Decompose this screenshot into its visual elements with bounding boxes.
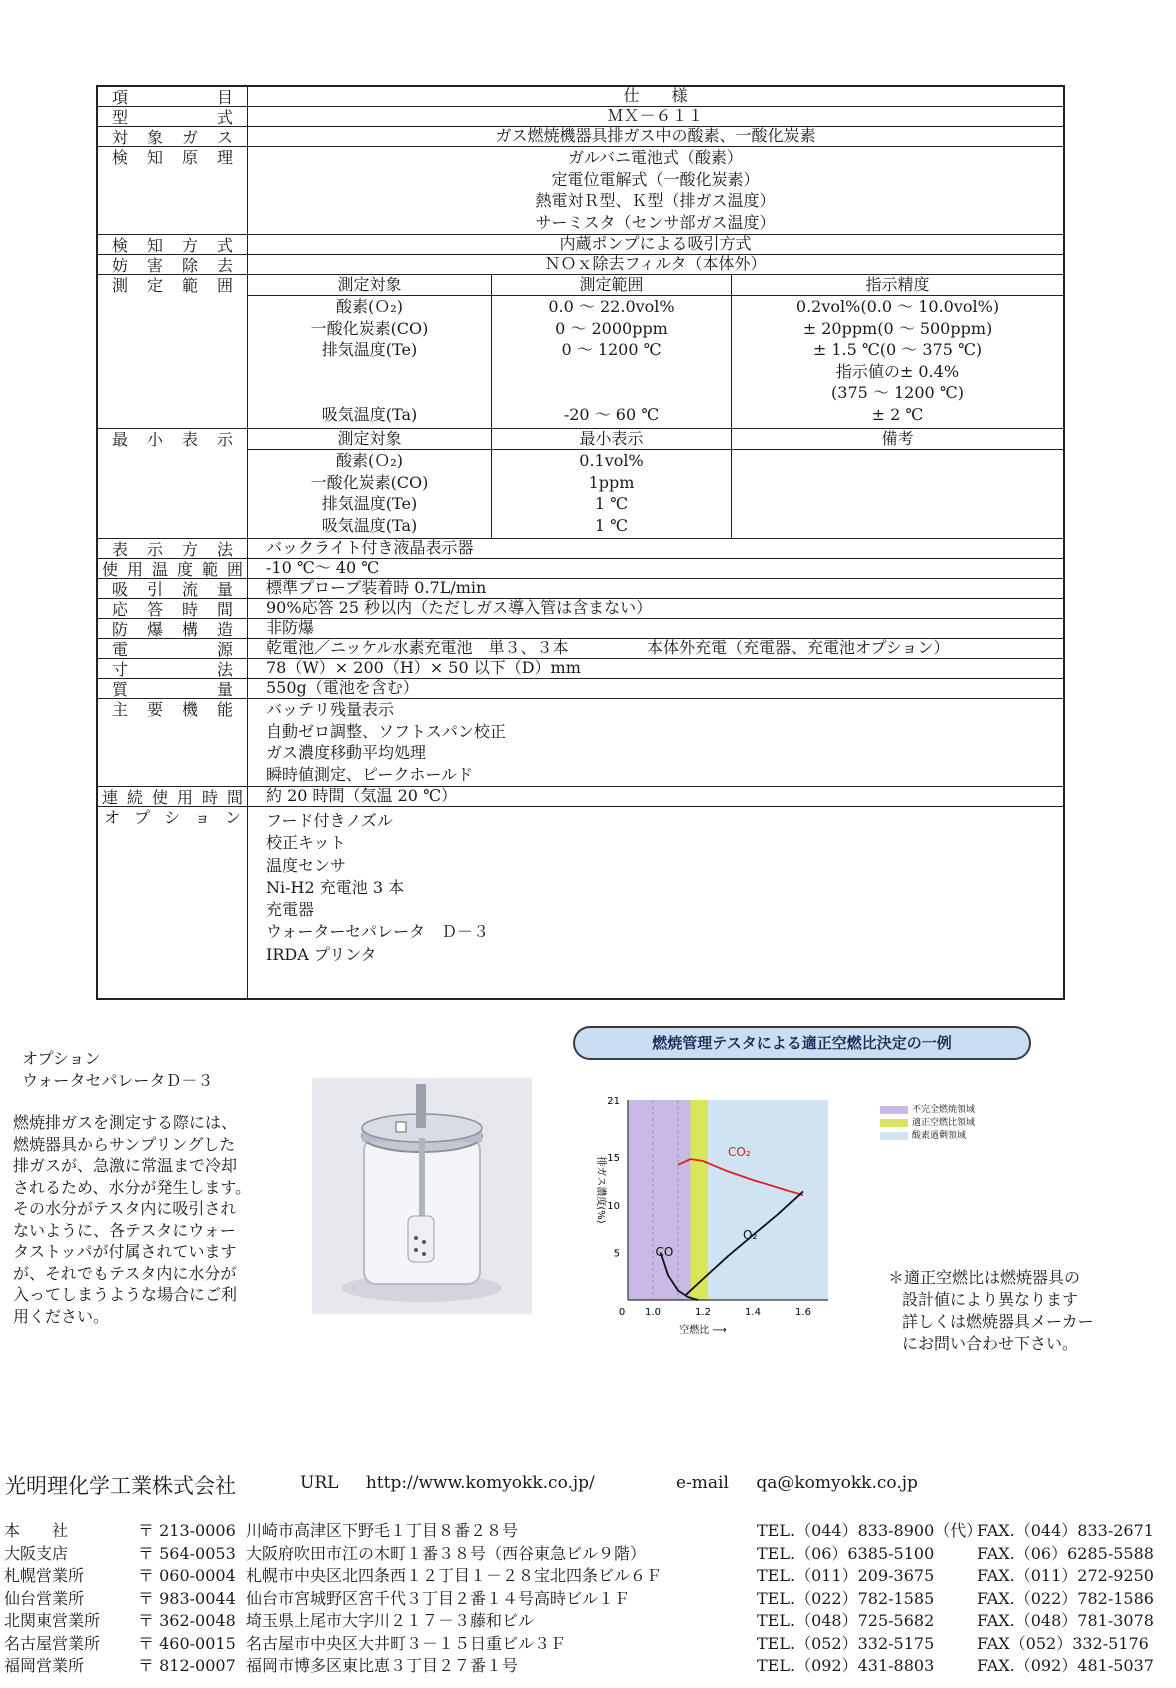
min-display-subtable — [248, 429, 1063, 538]
row-flow — [98, 579, 1063, 599]
office-address: 名古屋市中央区大井町３－１５日重ビル３Ｆ — [246, 1633, 567, 1653]
office-fax: FAX.（044）833-2671 — [977, 1521, 1154, 1540]
range-target: 酸素(Ｏ₂) — [336, 297, 403, 316]
min-target: 酸素(Ｏ₂) — [336, 451, 403, 470]
office-tel: TEL.（048）725-5682 — [757, 1611, 935, 1630]
url-label: URL — [300, 1473, 339, 1493]
range-subtable — [248, 275, 1063, 428]
office-name: 仙台営業所 — [4, 1588, 85, 1608]
chart-title: 燃焼管理テスタによる適正空燃比決定の一例 — [573, 1026, 1031, 1060]
chart-region — [708, 1100, 828, 1300]
legend-swatch — [880, 1119, 908, 1127]
label-method: 検知方式 — [112, 236, 233, 255]
value-temp-range: -10 ℃～ 40 ℃ — [266, 558, 380, 577]
office-fax: FAX.（022）782-1586 — [977, 1588, 1154, 1608]
office-zip: 〒 983-0044 — [138, 1588, 236, 1608]
value-model: ＭＸ－６１１ — [607, 106, 704, 125]
range-accuracy: ± 20ppm(0 ～ 500ppm) — [802, 318, 993, 338]
chart-region — [628, 1100, 691, 1300]
office-name: 北関東営業所 — [4, 1611, 101, 1630]
office-name: 札幌営業所 — [4, 1566, 85, 1585]
chart-y-label: 排ガス濃度(%) — [595, 1156, 606, 1224]
office-address: 埼玉県上尾市大字川２１７－３藤和ビル — [246, 1611, 535, 1630]
note-line: ＊適正空燃比は燃焼器具の — [888, 1268, 1081, 1287]
function-line: 自動ゼロ調整、ソフトスパン校正 — [266, 721, 506, 741]
row-range — [98, 275, 1063, 429]
label-options: オプション — [104, 808, 241, 827]
range-header-range: 測定範囲 — [492, 275, 731, 296]
value-spec-heading: 仕 様 — [623, 86, 688, 105]
label-display: 表示方法 — [112, 540, 233, 559]
range-target: 排気温度(Te) — [321, 340, 418, 359]
function-line: バッテリ残量表示 — [266, 700, 395, 719]
office-address: 大阪府吹田市江の木町１番３８号（西谷東急ビル９階） — [246, 1543, 647, 1563]
description-line: 排ガスが、急激に常温まで冷却 — [13, 1156, 238, 1175]
office-zip: 〒 812-0007 — [138, 1656, 236, 1675]
label-temp-range: 使用温度範囲 — [102, 560, 243, 579]
row-principle — [98, 147, 1063, 235]
function-line: 瞬時値測定、ピークホールド — [266, 764, 474, 784]
label-interference: 妨害除去 — [112, 256, 233, 275]
min-header-remarks: 備考 — [732, 429, 1063, 450]
range-header-accuracy: 指示精度 — [732, 275, 1063, 296]
label-flow: 吸引流量 — [112, 580, 233, 599]
value-principle — [248, 147, 1063, 234]
range-target: 一酸化炭素(CO) — [310, 318, 429, 338]
office-fax: FAX.（06）6285-5588 — [977, 1543, 1154, 1563]
option-line: 温度センサ — [266, 855, 347, 875]
label-model: 型 式 — [112, 108, 233, 127]
note-line: にお問い合わせ下さい。 — [902, 1334, 1079, 1353]
office-tel: TEL.（011）209-3675 — [757, 1566, 935, 1585]
description-line: が、それでもテスタ内に水分が — [13, 1263, 237, 1283]
label-power: 電 源 — [112, 640, 233, 659]
principle-line: サーミスタ（センサ部ガス温度） — [535, 212, 776, 232]
chart-y-tick: 21 — [607, 1096, 620, 1107]
range-value: 0 ～ 1200 ℃ — [561, 340, 662, 359]
office-name: 名古屋営業所 — [4, 1633, 101, 1653]
office-row — [0, 1588, 1176, 1610]
range-value: -20 ～ 60 ℃ — [563, 404, 660, 424]
range-target: 吸気温度(Ta) — [321, 404, 418, 424]
min-header-target: 測定対象 — [248, 429, 491, 450]
option-description — [13, 1112, 303, 1327]
value-power: 乾電池／ニッケル水素充電池 単３、３本 — [266, 638, 569, 657]
value-flow: 標準プローブ装着時 0.7L/min — [266, 578, 487, 597]
row-mass — [98, 679, 1063, 699]
office-tel: TEL.（044）833-8900（代） — [757, 1521, 983, 1540]
row-size — [98, 659, 1063, 679]
min-value: 1 ℃ — [594, 515, 629, 535]
office-row — [0, 1520, 1176, 1542]
office-row — [0, 1565, 1176, 1587]
min-header-display: 最小表示 — [492, 429, 731, 450]
option-line: Ni-H2 充電池 3 本 — [266, 877, 405, 897]
legend-label: 酸素過剰領域 — [912, 1131, 967, 1141]
range-value: 0 ～ 2000ppm — [555, 318, 668, 338]
value-target: ガス燃焼機器具排ガス中の酸素、一酸化炭素 — [495, 126, 816, 145]
water-separator-illustration — [312, 1078, 532, 1314]
chart-x-tick: 1.0 — [645, 1307, 661, 1318]
row-response — [98, 599, 1063, 619]
office-address: 福岡市博多区東比恵３丁目２７番１号 — [246, 1656, 519, 1675]
water-separator-photo — [312, 1078, 532, 1314]
chart-y-tick: 10 — [607, 1200, 620, 1212]
office-tel: TEL.（06）6385-5100 — [757, 1543, 935, 1563]
row-target — [98, 127, 1063, 147]
legend-item — [880, 1117, 975, 1129]
value-explosion: 非防爆 — [266, 618, 315, 637]
office-fax: FAX（052）332-5176 — [977, 1633, 1149, 1653]
option-line: フード付きノズル — [266, 811, 393, 830]
label-min-display: 最小表示 — [112, 430, 233, 449]
min-value: 1ppm — [588, 472, 635, 492]
office-zip: 〒 460-0015 — [138, 1633, 236, 1653]
chart-legend — [880, 1104, 1000, 1154]
row-interference — [98, 255, 1063, 275]
range-accuracy: 0.2vol%(0.0 ～ 10.0vol%) — [795, 297, 1000, 316]
description-line: 燃焼排ガスを測定する際には、 — [13, 1113, 238, 1132]
row-options — [98, 807, 1063, 998]
principle-line: 熱電対Ｒ型、Ｋ型（排ガス温度） — [535, 191, 776, 210]
label-functions: 主要機能 — [112, 700, 233, 719]
office-zip: 〒 213-0006 — [138, 1521, 236, 1540]
office-zip: 〒 362-0048 — [138, 1611, 236, 1630]
series-label: CO₂ — [728, 1145, 751, 1160]
min-target: 吸気温度(Ta) — [321, 515, 418, 535]
option-line: ウォーターセパレータ Ｄ－３ — [266, 922, 490, 942]
range-accuracy: 指示値の± 0.4% — [835, 361, 960, 381]
chart-x-tick: 1.6 — [795, 1307, 811, 1318]
url-block — [300, 1473, 595, 1493]
office-tel: TEL.（052）332-5175 — [757, 1633, 935, 1653]
office-zip: 〒 564-0053 — [138, 1543, 236, 1563]
option-title-line: オプション — [22, 1049, 101, 1068]
value-size: 78（W）× 200（H）× 50 以下（D）mm — [266, 658, 581, 677]
chart-note — [888, 1267, 1094, 1355]
value-continuous: 約 20 時間（気温 20 ℃） — [266, 786, 457, 805]
legend-label: 不完全燃焼領域 — [912, 1105, 976, 1115]
label-item: 項 目 — [112, 88, 233, 107]
label-range: 測定範囲 — [112, 276, 233, 295]
value-mass: 550g（電池を含む） — [266, 678, 419, 697]
office-fax: FAX.（092）481-5037 — [977, 1656, 1154, 1675]
chart-x-label: 空燃比 ⟶ — [679, 1325, 727, 1336]
office-tel: TEL.（092）431-8803 — [757, 1656, 935, 1675]
row-functions — [98, 699, 1063, 787]
option-title — [22, 1048, 213, 1092]
min-value: 1 ℃ — [594, 494, 629, 513]
company-name: 光明理化学工業株式会社 — [5, 1474, 236, 1498]
row-explosion — [98, 619, 1063, 639]
legend-item — [880, 1104, 975, 1116]
note-line: 詳しくは燃焼器具メーカー — [902, 1312, 1094, 1331]
row-method — [98, 235, 1063, 255]
series-label: CO — [655, 1245, 674, 1260]
label-mass: 質 量 — [112, 680, 233, 699]
option-line: IRDA プリンタ — [266, 944, 377, 964]
office-fax: FAX.（048）781-3078 — [977, 1611, 1154, 1630]
range-accuracy: ± 2 ℃ — [871, 404, 924, 424]
label-continuous: 連続使用時間 — [102, 788, 243, 807]
range-value: 0.0 ～ 22.0vol% — [548, 297, 675, 316]
function-line: ガス濃度移動平均処理 — [266, 743, 427, 762]
legend-label: 適正空燃比領域 — [912, 1118, 976, 1128]
description-line: その水分がテスタ内に吸引され — [13, 1199, 237, 1218]
label-size: 寸 法 — [112, 660, 233, 679]
legend-swatch — [880, 1132, 908, 1140]
legend-swatch — [880, 1106, 908, 1114]
office-address: 札幌市中央区北四条西１２丁目１－２８宝北四条ビル６Ｆ — [246, 1566, 663, 1585]
office-row — [0, 1633, 1176, 1655]
office-address: 仙台市宮城野区宮千代３丁目２番１４号高時ビル１Ｆ — [246, 1588, 631, 1608]
value-display: バックライト付き液晶表示器 — [266, 538, 474, 557]
office-name: 本 社 — [4, 1521, 69, 1540]
description-line: 燃焼器具からサンプリングした — [13, 1134, 236, 1154]
office-address: 川崎市高津区下野毛１丁目８番２８号 — [246, 1521, 519, 1540]
description-line: されるため、水分が発生します。 — [13, 1177, 252, 1197]
min-value: 0.1vol% — [579, 451, 644, 470]
office-row — [0, 1655, 1176, 1677]
option-line: 校正キット — [266, 833, 346, 853]
series-label: O₂ — [743, 1228, 758, 1243]
chart-region — [691, 1100, 709, 1300]
legend-item — [880, 1130, 966, 1142]
office-fax: FAX.（011）272-9250 — [977, 1566, 1154, 1585]
value-interference: ＮＯｘ除去フィルタ（本体外） — [544, 254, 767, 273]
description-line: タストッパが付属されています — [13, 1242, 237, 1261]
air-fuel-ratio-chart — [584, 1092, 870, 1336]
email-link[interactable]: qa@komyokk.co.jp — [756, 1473, 918, 1493]
row-temp-range — [98, 559, 1063, 579]
office-name: 福岡営業所 — [4, 1656, 85, 1675]
chart-y-tick: 5 — [613, 1248, 620, 1260]
row-continuous — [98, 787, 1063, 807]
principle-line: 定電位電解式（一酸化炭素） — [551, 169, 760, 189]
min-target: 一酸化炭素(CO) — [310, 472, 429, 492]
office-tel: TEL.（022）782-1585 — [757, 1588, 935, 1608]
row-display — [98, 539, 1063, 559]
chart-y-tick: 15 — [607, 1153, 620, 1165]
value-response: 90%応答 25 秒以内（ただしガス導入管は含まない） — [266, 598, 653, 617]
row-model — [98, 107, 1063, 127]
option-line: 充電器 — [266, 900, 315, 920]
note-line: 設計値により異なります — [902, 1290, 1079, 1309]
range-accuracy: ± 1.5 ℃(0 ～ 375 ℃) — [812, 340, 983, 359]
description-line: 入ってしまうような場合にご利 — [13, 1285, 238, 1304]
row-power — [98, 639, 1063, 659]
row-min-display — [98, 429, 1063, 539]
principle-line: ガルバニ電池式（酸素） — [568, 148, 743, 167]
label-explosion: 防爆構造 — [112, 620, 233, 639]
chart-x-tick: 0 — [618, 1307, 626, 1318]
office-zip: 〒 060-0004 — [138, 1566, 236, 1585]
chart-x-tick: 1.4 — [745, 1307, 761, 1318]
range-header-target: 測定対象 — [248, 275, 491, 296]
office-row — [0, 1610, 1176, 1632]
office-name: 大阪支店 — [4, 1543, 69, 1563]
url-link[interactable]: http://www.komyokk.co.jp/ — [365, 1473, 595, 1493]
range-accuracy: (375 ～ 1200 ℃) — [831, 383, 964, 402]
value-method: 内蔵ポンプによる吸引方式 — [559, 234, 752, 253]
description-line: ないように、各テスタにウォー — [13, 1220, 236, 1240]
description-line: 用ください。 — [13, 1306, 110, 1326]
office-row — [0, 1543, 1176, 1565]
min-target: 排気温度(Te) — [321, 494, 418, 513]
label-response: 応答時間 — [112, 600, 233, 619]
spec-table — [96, 85, 1065, 1000]
label-principle: 検知原理 — [112, 148, 233, 167]
email-label: e-mail — [676, 1473, 729, 1493]
option-title-line: ウォータセパレータＤ－３ — [22, 1071, 214, 1090]
email-block — [676, 1473, 918, 1493]
value-power-charge: 本体外充電（充電器、充電池オプション） — [647, 638, 950, 657]
chart-x-tick: 1.2 — [695, 1307, 711, 1318]
label-target: 対象ガス — [112, 128, 233, 147]
row-header — [98, 87, 1063, 107]
